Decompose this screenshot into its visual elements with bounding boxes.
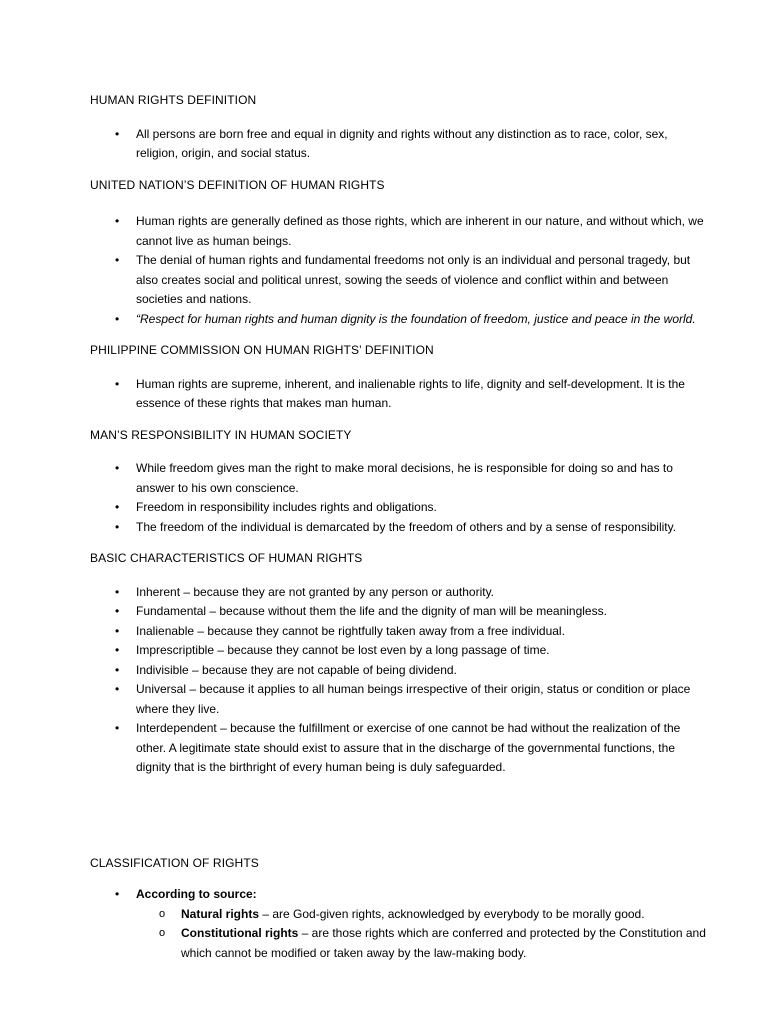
- list-item: [115, 310, 708, 330]
- list-item: [115, 661, 708, 681]
- list-item: [115, 518, 708, 538]
- sub-item-term: Constitutional rights: [181, 926, 299, 940]
- list-item-text: Indivisible – because they are not capable of being dividend.: [136, 662, 457, 677]
- bullet-icon: •: [115, 662, 120, 677]
- sub-item-text: – are those rights which are conferred and protected by the Constitution and which cannot be modified or taken away by the law-making body.: [181, 926, 706, 960]
- list-item: [115, 885, 708, 963]
- bullet-list: [90, 583, 708, 778]
- bullet-icon: •: [115, 461, 120, 475]
- circle-bullet-icon: o: [159, 927, 166, 939]
- bullet-icon: •: [115, 721, 120, 735]
- list-item-text: Human rights are generally defined as those rights, which are inherent in our nature, and without which, we cannot live as human beings.: [136, 214, 704, 248]
- bullet-icon: •: [115, 214, 120, 228]
- section-heading: CLASSIFICATION OF RIGHTS: [90, 855, 259, 870]
- list-item-text: Inherent – because they are not granted by any person or authority.: [136, 584, 495, 599]
- bullet-list: [90, 375, 708, 414]
- sub-item-text: – are God-given rights, acknowledged by everybody to be morally good.: [259, 906, 645, 921]
- list-item-text: The denial of human rights and fundamental freedoms not only is an individual and personal tragedy, but also creates social and political unrest, sowing the seeds of violence and conflict within and between societies and nations.: [136, 253, 691, 306]
- bullet-list: [90, 125, 708, 164]
- list-item-text: Freedom in responsibility includes rights and obligations.: [136, 500, 437, 514]
- bullet-list: [90, 885, 708, 963]
- list-item-text: The freedom of the individual is demarcated by the freedom of others and by a sense of responsibility.: [136, 519, 677, 534]
- list-item: [115, 375, 708, 414]
- group-label: According to source:: [136, 887, 257, 901]
- list-item-text: Human rights are supreme, inherent, and inalienable rights to life, dignity and self-development. It is the essence of these rights that makes man human.: [136, 376, 685, 410]
- section-spacer: [90, 790, 708, 854]
- list-item: [115, 125, 708, 164]
- list-item-text: Imprescriptible – because they cannot be lost even by a long passage of time.: [136, 643, 550, 657]
- bullet-icon: •: [115, 376, 120, 391]
- section-human-rights-definition: [90, 91, 708, 164]
- bullet-icon: •: [115, 643, 120, 657]
- section-heading: MAN’S RESPONSIBILITY IN HUMAN SOCIETY: [90, 427, 352, 442]
- list-item: [115, 459, 708, 498]
- bullet-icon: •: [115, 500, 120, 514]
- list-item-text: Interdependent – because the fulfillment or exercise of one cannot be had without the realization of the other. A legitimate state should exist to assure that in the discharge of the governmental functions, the dignity that is the birthright of every human being is duly safeguarded.: [136, 721, 681, 774]
- section-heading: BASIC CHARACTERISTICS OF HUMAN RIGHTS: [90, 551, 363, 565]
- list-item: [115, 498, 708, 518]
- list-item-text: “Respect for human rights and human dignity is the foundation of freedom, justice and peace in the world.: [136, 311, 696, 326]
- bullet-icon: •: [115, 623, 120, 638]
- bullet-icon: •: [115, 126, 120, 141]
- section-classification-of-rights: [90, 854, 708, 964]
- section-heading: UNITED NATION’S DEFINITION OF HUMAN RIGHTS: [90, 177, 385, 192]
- bullet-icon: •: [115, 584, 120, 599]
- section-philippine-commission-definition: [90, 341, 708, 414]
- list-item: [115, 602, 708, 622]
- bullet-icon: •: [115, 253, 120, 267]
- list-item: [115, 622, 708, 642]
- list-item-text: Fundamental – because without them the life and the dignity of man will be meaningless.: [136, 604, 607, 618]
- list-item: [115, 583, 708, 603]
- bullet-icon: •: [115, 682, 120, 696]
- section-heading: PHILIPPINE COMMISSION ON HUMAN RIGHTS’ DEFINITION: [90, 343, 434, 357]
- section-basic-characteristics: [90, 549, 708, 778]
- list-item-text: Inalienable – because they cannot be rightfully taken away from a free individual.: [136, 623, 565, 638]
- bullet-icon: •: [115, 604, 120, 618]
- sub-list-item: [159, 905, 708, 925]
- section-un-definition: [90, 176, 708, 330]
- circle-bullet-icon: o: [159, 907, 166, 920]
- sub-item-term: Natural rights: [181, 906, 260, 921]
- bullet-icon: •: [115, 887, 120, 901]
- bullet-list: [90, 212, 708, 329]
- list-item-text: While freedom gives man the right to make moral decisions, he is responsible for doing so and has to answer to his own conscience.: [136, 461, 673, 495]
- list-item-text: All persons are born free and equal in dignity and rights without any distinction as to race, color, sex, religion, origin, and social status.: [136, 126, 668, 160]
- list-item: [115, 719, 708, 778]
- list-item: [115, 680, 708, 719]
- bullet-list: [90, 459, 708, 537]
- list-item-text: Universal – because it applies to all human beings irrespective of their origin, status or condition or place where they live.: [136, 682, 691, 716]
- sub-list: [136, 905, 708, 964]
- section-mans-responsibility: [90, 426, 708, 538]
- list-item: [115, 251, 708, 310]
- bullet-icon: •: [115, 519, 120, 534]
- section-heading: HUMAN RIGHTS DEFINITION: [90, 93, 257, 107]
- list-item: [115, 212, 708, 251]
- bullet-icon: •: [115, 311, 120, 326]
- list-item: [115, 641, 708, 661]
- sub-list-item: [159, 924, 708, 963]
